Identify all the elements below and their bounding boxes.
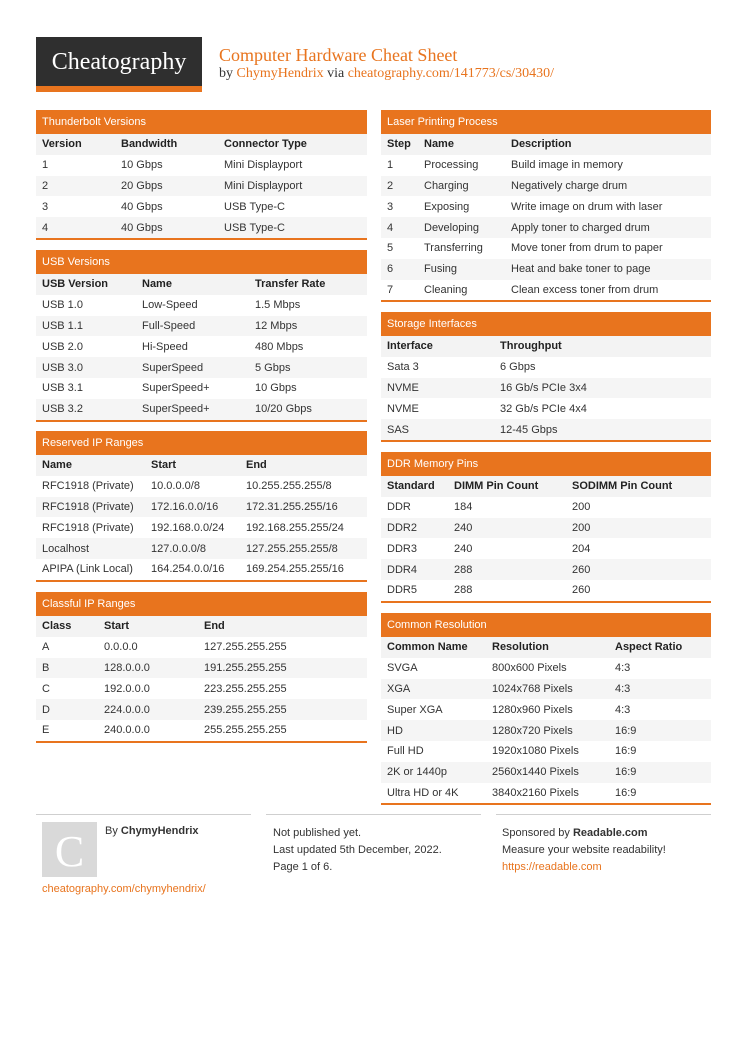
column-header: Resolution: [492, 641, 549, 654]
column-header: Version: [42, 138, 82, 151]
table-cell: 0.0.0.0: [104, 641, 138, 654]
column-header: DIMM Pin Count: [454, 480, 539, 493]
table-cell: 172.16.0.0/16: [151, 500, 219, 513]
table-cell: 1: [387, 159, 394, 172]
table-row: [381, 699, 711, 720]
table-cell: 239.255.255.255: [204, 703, 287, 716]
table-cell: USB 1.0: [42, 299, 83, 312]
table-cell: Cleaning: [424, 283, 468, 296]
table-cell: USB Type-C: [224, 221, 285, 234]
table-cell: Fusing: [424, 263, 458, 276]
avatar-letter: C: [54, 827, 85, 876]
table-cell: 200: [572, 521, 591, 534]
table-cell: 1: [42, 159, 49, 172]
table-row: [36, 357, 367, 378]
table-row: [381, 679, 711, 700]
table-cell: USB 2.0: [42, 340, 83, 353]
table-cell: 10/20 Gbps: [255, 403, 312, 416]
logo-text: Cheatography: [51, 49, 187, 75]
table-row: [36, 316, 367, 337]
laser-section-title: Laser Printing Process: [381, 110, 711, 134]
table-cell: APIPA (Link Local): [42, 563, 133, 576]
table-cell: 7: [387, 283, 394, 296]
table-cell: 127.255.255.255/8: [246, 542, 338, 555]
table-row: [381, 357, 711, 378]
storage-section: [381, 312, 711, 442]
table-cell: 32 Gb/s PCIe 4x4: [500, 402, 587, 415]
table-row: [36, 720, 367, 741]
table-cell: 10 Gbps: [255, 382, 297, 395]
table-cell: Apply toner to charged drum: [511, 221, 650, 234]
table-cell: 12 Mbps: [255, 319, 298, 332]
table-cell: 3: [42, 200, 49, 213]
thunderbolt-section-title: Thunderbolt Versions: [36, 110, 367, 134]
table-cell: Processing: [424, 159, 479, 172]
table-cell: 1280x720 Pixels: [492, 724, 573, 737]
table-cell: 184: [454, 501, 473, 514]
column-header: Transfer Rate: [255, 278, 326, 291]
table-row: [36, 336, 367, 357]
table-cell: 16:9: [615, 745, 637, 758]
table-row: [36, 155, 367, 176]
table-cell: Ultra HD or 4K: [387, 786, 459, 799]
classful-ip-table: [36, 616, 367, 743]
table-cell: Low-Speed: [142, 299, 198, 312]
column-header: Common Name: [387, 641, 468, 654]
sponsor-name[interactable]: Readable.com: [572, 827, 648, 839]
table-cell: 191.255.255.255: [204, 661, 287, 674]
table-header-row: [36, 616, 367, 637]
table-row: [381, 259, 711, 280]
table-row: [36, 295, 367, 316]
table-row: [381, 559, 711, 580]
table-cell: 1024x768 Pixels: [492, 682, 573, 695]
usb-section: [36, 250, 367, 422]
table-cell: RFC1918 (Private): [42, 521, 134, 534]
reserved-ip-section: [36, 431, 367, 582]
table-cell: 288: [454, 584, 473, 597]
table-row: [381, 155, 711, 176]
column-header: Start: [151, 459, 177, 472]
storage-section-title: Storage Interfaces: [381, 312, 711, 336]
column-header: Class: [42, 620, 72, 633]
resolution-section: [381, 613, 711, 805]
table-cell: 169.254.255.255/16: [246, 563, 344, 576]
table-cell: 10 Gbps: [121, 159, 163, 172]
table-cell: SuperSpeed+: [142, 403, 210, 416]
table-row: [381, 741, 711, 762]
table-cell: DDR2: [387, 521, 417, 534]
footer-divider: [36, 814, 251, 815]
table-cell: 223.255.255.255: [204, 682, 287, 695]
table-cell: 288: [454, 563, 473, 576]
table-cell: USB 1.1: [42, 319, 83, 332]
ddr-table: [381, 476, 711, 603]
table-cell: 255.255.255.255: [204, 724, 287, 737]
table-cell: 127.0.0.0/8: [151, 542, 207, 555]
table-row: [36, 497, 367, 518]
table-cell: Write image on drum with laser: [511, 200, 663, 213]
author-profile-link[interactable]: cheatography.com/chymyhendrix/: [42, 883, 206, 895]
table-cell: 16:9: [615, 724, 637, 737]
table-row: [36, 559, 367, 580]
ddr-section: [381, 452, 711, 603]
table-cell: RFC1918 (Private): [42, 480, 134, 493]
resolution-section-title: Common Resolution: [381, 613, 711, 637]
footer-by-label: By: [105, 825, 118, 837]
table-cell: 1920x1080 Pixels: [492, 745, 579, 758]
table-cell: SuperSpeed: [142, 361, 204, 374]
column-header: SODIMM Pin Count: [572, 480, 673, 493]
footer-publish-info: [273, 825, 442, 876]
table-cell: Heat and bake toner to page: [511, 263, 651, 276]
table-cell: 10.0.0.0/8: [151, 480, 200, 493]
table-cell: 4:3: [615, 703, 631, 716]
logo-accent-bar: [36, 86, 202, 92]
table-cell: 1.5 Mbps: [255, 299, 301, 312]
column-header: Throughput: [500, 340, 562, 353]
column-header: Aspect Ratio: [615, 641, 683, 654]
table-cell: Super XGA: [387, 703, 443, 716]
resolution-table: [381, 637, 711, 805]
table-cell: 5: [387, 242, 394, 255]
by-label: by: [219, 66, 233, 81]
table-row: [36, 637, 367, 658]
table-cell: 260: [572, 563, 591, 576]
table-cell: USB 3.2: [42, 403, 83, 416]
table-row: [36, 658, 367, 679]
last-updated: Last updated 5th December, 2022.: [273, 844, 442, 856]
table-cell: USB Type-C: [224, 200, 285, 213]
table-cell: 2: [387, 179, 394, 192]
table-cell: E: [42, 724, 50, 737]
column-header: Connector Type: [224, 138, 307, 151]
table-cell: 800x600 Pixels: [492, 662, 567, 675]
table-row: [381, 217, 711, 238]
table-cell: 192.168.0.0/24: [151, 521, 225, 534]
table-row: [381, 658, 711, 679]
thunderbolt-section: [36, 110, 367, 240]
table-cell: Build image in memory: [511, 159, 623, 172]
author-link[interactable]: ChymyHendrix: [236, 66, 324, 81]
table-row: [381, 538, 711, 559]
table-cell: 240.0.0.0: [104, 724, 150, 737]
table-cell: 6: [387, 263, 394, 276]
table-cell: SAS: [387, 423, 410, 436]
sponsor-tagline: Measure your website readability!: [502, 844, 666, 856]
table-cell: Sata 3: [387, 361, 419, 374]
classful-ip-section-title: Classful IP Ranges: [36, 592, 367, 616]
table-cell: DDR5: [387, 584, 417, 597]
table-cell: RFC1918 (Private): [42, 500, 134, 513]
table-cell: XGA: [387, 682, 411, 695]
publish-status: Not published yet.: [273, 827, 362, 839]
table-cell: 2K or 1440p: [387, 766, 447, 779]
classful-ip-section: [36, 592, 367, 743]
footer-divider: [496, 814, 711, 815]
reserved-ip-section-title: Reserved IP Ranges: [36, 431, 367, 455]
column-header: Bandwidth: [121, 138, 178, 151]
usb-section-title: USB Versions: [36, 250, 367, 274]
table-cell: Localhost: [42, 542, 90, 555]
page-number: Page 1 of 6.: [273, 861, 333, 873]
table-row: [36, 399, 367, 420]
table-header-row: [36, 455, 367, 476]
table-cell: Mini Displayport: [224, 179, 303, 192]
table-cell: 224.0.0.0: [104, 703, 150, 716]
table-row: [381, 720, 711, 741]
table-cell: 2: [42, 179, 49, 192]
table-cell: Negatively charge drum: [511, 179, 628, 192]
laser-section: [381, 110, 711, 302]
footer-author: [105, 825, 199, 837]
table-cell: 127.255.255.255: [204, 641, 287, 654]
laser-table: [381, 134, 711, 302]
table-cell: 1280x960 Pixels: [492, 703, 573, 716]
column-header: Name: [142, 278, 172, 291]
column-header: Interface: [387, 340, 433, 353]
table-cell: 4: [387, 221, 394, 234]
table-cell: 192.0.0.0: [104, 682, 150, 695]
table-cell: DDR: [387, 501, 411, 514]
table-cell: 260: [572, 584, 591, 597]
sheet-byline: [219, 66, 554, 82]
table-cell: USB 3.0: [42, 361, 83, 374]
table-cell: 172.31.255.255/16: [246, 500, 338, 513]
sponsor-link[interactable]: https://readable.com: [502, 861, 602, 873]
table-header-row: [36, 274, 367, 295]
table-cell: 204: [572, 542, 591, 555]
table-cell: Full HD: [387, 745, 424, 758]
table-cell: 40 Gbps: [121, 221, 163, 234]
sheet-url-link[interactable]: cheatography.com/141773/cs/30430/: [347, 66, 555, 81]
column-header: USB Version: [42, 278, 109, 291]
column-header: Start: [104, 620, 130, 633]
table-cell: DDR3: [387, 542, 417, 555]
table-header-row: [381, 476, 711, 497]
table-row: [36, 176, 367, 197]
table-cell: 4:3: [615, 682, 631, 695]
column-header: End: [246, 459, 267, 472]
table-cell: 4: [42, 221, 49, 234]
table-row: [36, 538, 367, 559]
table-cell: D: [42, 703, 50, 716]
table-cell: Developing: [424, 221, 480, 234]
table-cell: 192.168.255.255/24: [246, 521, 344, 534]
table-cell: Mini Displayport: [224, 159, 303, 172]
table-cell: 5 Gbps: [255, 361, 291, 374]
table-cell: Exposing: [424, 200, 470, 213]
column-header: Step: [387, 138, 411, 151]
via-label: via: [327, 66, 345, 81]
table-cell: USB 3.1: [42, 382, 83, 395]
table-cell: 3: [387, 200, 394, 213]
table-cell: 6 Gbps: [500, 361, 536, 374]
table-cell: NVME: [387, 381, 419, 394]
table-header-row: [381, 134, 711, 155]
sheet-title[interactable]: Computer Hardware Cheat Sheet: [219, 45, 458, 65]
footer-divider: [266, 814, 481, 815]
table-row: [36, 378, 367, 399]
column-header: Standard: [387, 480, 435, 493]
table-cell: SuperSpeed+: [142, 382, 210, 395]
table-cell: DDR4: [387, 563, 417, 576]
table-row: [36, 517, 367, 538]
table-row: [381, 398, 711, 419]
table-row: [381, 783, 711, 804]
table-row: [381, 497, 711, 518]
table-cell: 10.255.255.255/8: [246, 480, 332, 493]
table-cell: Hi-Speed: [142, 340, 188, 353]
table-row: [36, 476, 367, 497]
table-cell: 20 Gbps: [121, 179, 163, 192]
table-cell: 3840x2160 Pixels: [492, 786, 579, 799]
ddr-section-title: DDR Memory Pins: [381, 452, 711, 476]
storage-table: [381, 336, 711, 442]
table-cell: Charging: [424, 179, 469, 192]
table-header-row: [36, 134, 367, 155]
table-cell: Full-Speed: [142, 319, 196, 332]
author-avatar[interactable]: [42, 822, 97, 877]
usb-table: [36, 274, 367, 422]
table-cell: NVME: [387, 402, 419, 415]
cheatography-logo[interactable]: [36, 37, 202, 92]
table-row: [36, 699, 367, 720]
column-header: Name: [424, 138, 454, 151]
table-row: [36, 678, 367, 699]
table-cell: 480 Mbps: [255, 340, 304, 353]
reserved-ip-table: [36, 455, 367, 582]
footer-author-name[interactable]: ChymyHendrix: [120, 825, 199, 837]
table-row: [381, 176, 711, 197]
table-row: [36, 196, 367, 217]
table-cell: Clean excess toner from drum: [511, 283, 659, 296]
table-cell: Transferring: [424, 242, 483, 255]
table-cell: 200: [572, 501, 591, 514]
table-cell: 240: [454, 542, 473, 555]
table-cell: 4:3: [615, 662, 631, 675]
table-cell: 240: [454, 521, 473, 534]
table-row: [381, 580, 711, 601]
table-cell: 164.254.0.0/16: [151, 563, 225, 576]
table-cell: A: [42, 641, 50, 654]
table-row: [381, 518, 711, 539]
table-cell: 16 Gb/s PCIe 3x4: [500, 381, 587, 394]
table-cell: HD: [387, 724, 403, 737]
table-row: [381, 280, 711, 301]
table-cell: 12-45 Gbps: [500, 423, 558, 436]
column-header: Description: [511, 138, 572, 151]
table-cell: C: [42, 682, 50, 695]
table-cell: 128.0.0.0: [104, 661, 150, 674]
table-cell: Move toner from drum to paper: [511, 242, 663, 255]
column-header: End: [204, 620, 225, 633]
table-row: [381, 238, 711, 259]
table-cell: 40 Gbps: [121, 200, 163, 213]
table-cell: 16:9: [615, 766, 637, 779]
footer-sponsor: [502, 825, 666, 876]
table-row: [381, 196, 711, 217]
column-header: Name: [42, 459, 72, 472]
table-row: [381, 378, 711, 399]
table-cell: 2560x1440 Pixels: [492, 766, 579, 779]
table-row: [381, 419, 711, 440]
table-header-row: [381, 336, 711, 357]
table-cell: B: [42, 661, 50, 674]
thunderbolt-table: [36, 134, 367, 240]
table-cell: 16:9: [615, 786, 637, 799]
table-row: [36, 217, 367, 238]
table-cell: SVGA: [387, 662, 418, 675]
sponsor-prefix: Sponsored by: [502, 827, 570, 839]
table-header-row: [381, 637, 711, 658]
table-row: [381, 762, 711, 783]
